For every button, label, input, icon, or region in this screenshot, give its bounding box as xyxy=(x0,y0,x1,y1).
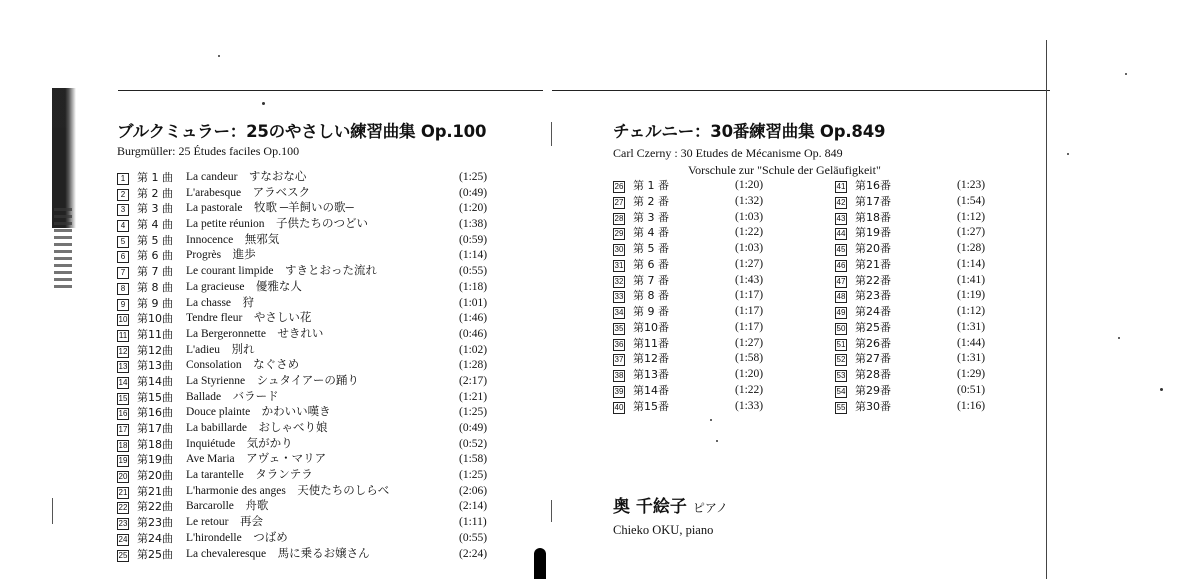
track-number-box: 16 xyxy=(118,409,128,419)
czerny-subtitle: Carl Czerny : 30 Etudes de Mécanisme Op. 849 xyxy=(613,146,843,160)
track-number-box: 40 xyxy=(614,402,624,412)
track-ordinal: 第 3 曲 xyxy=(137,202,173,216)
speck xyxy=(218,55,220,57)
track-duration: (1:31) xyxy=(957,352,986,365)
track-ordinal: 第25曲 xyxy=(137,547,173,561)
track-number-box: 13 xyxy=(118,362,128,372)
track-number-box: 33 xyxy=(614,292,624,302)
track-ordinal: 第 4 曲 xyxy=(137,218,173,232)
speck xyxy=(1125,73,1127,75)
track-row xyxy=(117,499,497,515)
scan-edge-artifact xyxy=(52,88,76,228)
track-title: L'adieu 別れ xyxy=(186,343,255,356)
track-title: Ave Maria アヴェ・マリア xyxy=(186,453,327,466)
track-duration: (2:24) xyxy=(459,547,488,560)
track-ordinal: 第20曲 xyxy=(137,469,173,483)
burgmuller-section xyxy=(117,118,497,562)
track-duration: (1:11) xyxy=(459,516,487,529)
performer-role-jp: ピアノ xyxy=(692,501,728,515)
track-duration: (1:14) xyxy=(957,257,986,270)
track-duration: (1:17) xyxy=(735,320,764,333)
track-ordinal: 第10曲 xyxy=(137,312,173,326)
track-number-box: 37 xyxy=(614,355,624,365)
track-row xyxy=(117,547,497,563)
track-number-box: 3 xyxy=(117,204,129,216)
track-ordinal: 第 5 番 xyxy=(633,242,669,255)
track-number-box: 6 xyxy=(117,251,129,263)
track-ordinal: 第25番 xyxy=(855,320,891,334)
track-duration: (1:19) xyxy=(957,289,986,302)
track-duration: (0:59) xyxy=(459,233,488,246)
track-duration: (1:41) xyxy=(957,273,986,286)
track-ordinal: 第 8 番 xyxy=(633,289,669,303)
track-duration: (1:16) xyxy=(957,399,986,412)
track-row xyxy=(117,452,497,468)
track-number-box: 34 xyxy=(614,308,624,317)
track-ordinal: 第 6 番 xyxy=(633,257,669,271)
track-duration: (1:31) xyxy=(957,320,986,333)
track-duration: (1:27) xyxy=(735,336,764,349)
track-number-box: 45 xyxy=(836,245,846,254)
track-number-box: 14 xyxy=(118,377,128,387)
track-duration: (1:28) xyxy=(459,359,488,372)
track-duration: (0:51) xyxy=(957,383,986,396)
track-number-box: 26 xyxy=(614,182,624,191)
track-ordinal: 第24曲 xyxy=(137,531,173,545)
track-ordinal: 第18番 xyxy=(855,210,891,224)
track-number-box: 27 xyxy=(614,197,624,207)
track-ordinal: 第14曲 xyxy=(137,374,173,388)
track-number-box: 15 xyxy=(118,393,128,403)
margin-mark xyxy=(52,498,53,524)
track-ordinal: 第13曲 xyxy=(137,359,173,373)
track-duration: (1:22) xyxy=(735,383,764,396)
track-row xyxy=(117,343,497,359)
track-duration: (1:54) xyxy=(957,194,986,207)
track-duration: (1:44) xyxy=(957,336,986,349)
track-ordinal: 第23番 xyxy=(855,289,891,303)
track-row xyxy=(117,248,497,264)
track-duration: (0:55) xyxy=(459,531,488,544)
track-ordinal: 第 6 曲 xyxy=(137,249,173,263)
track-row xyxy=(117,186,497,202)
track-duration: (1:21) xyxy=(459,390,488,403)
track-number-box: 49 xyxy=(836,308,846,317)
track-row xyxy=(117,390,497,406)
track-duration: (2:17) xyxy=(459,374,488,387)
track-duration: (1:27) xyxy=(735,257,764,270)
track-number-box: 52 xyxy=(836,355,846,365)
track-number-box: 35 xyxy=(614,323,624,333)
track-row xyxy=(117,358,497,374)
track-duration: (1:43) xyxy=(735,273,764,286)
track-ordinal: 第11番 xyxy=(633,336,669,350)
track-ordinal: 第26番 xyxy=(855,336,891,350)
track-duration: (1:22) xyxy=(735,226,764,239)
track-duration: (1:12) xyxy=(957,210,986,223)
track-title: La chasse 狩 xyxy=(186,296,255,309)
track-ordinal: 第 3 番 xyxy=(633,210,669,224)
czerny-section xyxy=(613,118,1033,413)
track-ordinal: 第21番 xyxy=(855,257,891,271)
track-duration: (1:29) xyxy=(957,368,986,380)
track-ordinal: 第15番 xyxy=(633,399,669,413)
track-ordinal: 第18曲 xyxy=(137,437,173,451)
track-ordinal: 第11曲 xyxy=(137,327,173,341)
track-ordinal: 第 7 番 xyxy=(633,273,669,287)
track-title: Tendre fleur やさしい花 xyxy=(186,312,312,325)
track-row xyxy=(117,296,497,312)
track-number-box: 4 xyxy=(117,220,129,232)
track-number-box: 32 xyxy=(614,276,624,286)
track-title: L'hirondelle つばめ xyxy=(186,531,288,544)
track-number-box: 46 xyxy=(836,260,846,270)
track-row xyxy=(117,264,497,280)
track-row xyxy=(117,217,497,233)
track-number-box: 8 xyxy=(117,283,129,295)
speck xyxy=(716,440,718,442)
track-duration: (1:33) xyxy=(735,399,764,412)
track-duration: (1:01) xyxy=(459,296,488,309)
track-number-box: 25 xyxy=(118,550,128,560)
performer-name-en: Chieko OKU, piano xyxy=(613,523,714,537)
performer-credit xyxy=(613,492,728,538)
track-ordinal: 第16曲 xyxy=(137,406,173,420)
track-number-box: 10 xyxy=(118,315,128,325)
track-duration: (1:17) xyxy=(735,305,764,317)
track-title: Douce plainte かわいい嘆き xyxy=(186,406,331,419)
speck xyxy=(1067,153,1069,155)
track-number-box: 21 xyxy=(118,487,128,497)
track-ordinal: 第16番 xyxy=(855,179,891,192)
track-ordinal: 第 5 曲 xyxy=(137,233,173,247)
track-ordinal: 第 8 曲 xyxy=(137,280,173,294)
track-title: La candeur すなおな心 xyxy=(186,171,307,183)
track-title: Le retour 再会 xyxy=(186,516,263,529)
track-ordinal: 第22番 xyxy=(855,273,891,287)
track-number-box: 54 xyxy=(836,386,846,396)
track-duration: (1:23) xyxy=(957,179,986,191)
track-row xyxy=(117,233,497,249)
track-duration: (1:38) xyxy=(459,218,488,231)
track-duration: (2:14) xyxy=(459,500,488,513)
track-ordinal: 第14番 xyxy=(633,383,669,397)
track-number-box: 53 xyxy=(836,371,846,380)
track-title: Innocence 無邪気 xyxy=(186,233,280,246)
track-ordinal: 第 1 番 xyxy=(633,179,669,192)
top-rule-right xyxy=(552,90,1050,91)
track-number-box: 18 xyxy=(118,440,128,450)
spine-blot xyxy=(534,548,546,579)
track-duration: (1:18) xyxy=(459,280,488,293)
track-row xyxy=(117,437,497,453)
track-ordinal: 第 2 番 xyxy=(633,194,669,208)
track-title: La chevaleresque 馬に乗るお嬢さん xyxy=(186,547,370,560)
track-number-box: 44 xyxy=(836,229,846,239)
track-ordinal: 第13番 xyxy=(633,368,669,381)
track-number-box: 42 xyxy=(836,197,846,207)
track-ordinal: 第 4 番 xyxy=(633,226,669,240)
track-row xyxy=(117,468,497,484)
track-duration: (1:25) xyxy=(459,469,488,482)
track-duration: (1:25) xyxy=(459,406,488,419)
track-number-box: 28 xyxy=(614,213,624,223)
track-title: Le courant limpide すきとおった流れ xyxy=(186,265,377,278)
track-number-box: 43 xyxy=(836,213,846,223)
track-title: L'arabesque アラベスク xyxy=(186,186,311,199)
track-number-box: 24 xyxy=(118,534,128,544)
track-ordinal: 第23曲 xyxy=(137,516,173,530)
track-duration: (1:25) xyxy=(459,171,488,183)
track-title: Progrès 進歩 xyxy=(186,249,256,262)
track-title: Ballade バラード xyxy=(186,390,279,403)
track-duration: (1:32) xyxy=(735,194,764,207)
track-ordinal: 第 9 曲 xyxy=(137,296,173,310)
track-ordinal: 第17曲 xyxy=(137,422,173,435)
track-ordinal: 第12番 xyxy=(633,352,669,366)
track-duration: (1:12) xyxy=(957,305,986,317)
track-number-box: 50 xyxy=(836,323,846,333)
track-number-box: 47 xyxy=(836,276,846,286)
track-duration: (1:14) xyxy=(459,249,488,262)
track-duration: (0:55) xyxy=(459,265,488,278)
track-ordinal: 第 1 曲 xyxy=(137,171,173,184)
burgmuller-track-list xyxy=(117,170,497,562)
track-title: La pastorale 牧歌 ─羊飼いの歌─ xyxy=(186,202,354,215)
track-duration: (1:28) xyxy=(957,242,986,254)
track-duration: (0:49) xyxy=(459,186,488,199)
track-number-box: 22 xyxy=(118,503,128,513)
track-number-box: 17 xyxy=(118,425,128,434)
track-title: Barcarolle 舟歌 xyxy=(186,500,269,513)
track-duration: (1:58) xyxy=(459,453,488,466)
track-ordinal: 第27番 xyxy=(855,352,891,366)
track-duration: (1:58) xyxy=(735,352,764,365)
speck xyxy=(710,419,712,421)
track-row xyxy=(117,531,497,547)
track-ordinal: 第 7 曲 xyxy=(137,265,173,279)
track-number-box: 31 xyxy=(614,260,624,270)
track-ordinal: 第22曲 xyxy=(137,500,173,514)
track-number-box: 55 xyxy=(836,402,846,412)
track-duration: (1:20) xyxy=(735,179,764,191)
track-number-box: 9 xyxy=(117,299,129,311)
speck xyxy=(1118,337,1120,339)
burgmuller-title-jp: ブルクミュラー：25のやさしい練習曲集 Op.100 xyxy=(117,122,487,141)
track-number-box: 39 xyxy=(614,386,624,396)
track-duration: (1:03) xyxy=(735,242,764,254)
track-number-box: 11 xyxy=(118,330,128,340)
track-duration: (0:52) xyxy=(459,437,488,450)
track-number-box: 30 xyxy=(614,245,624,254)
track-ordinal: 第29番 xyxy=(855,383,891,397)
spine-mark xyxy=(551,500,552,522)
track-row xyxy=(117,405,497,421)
track-number-box: 36 xyxy=(614,339,624,349)
track-title: La Styrienne シュタイアーの踊り xyxy=(186,374,359,387)
track-ordinal: 第 9 番 xyxy=(633,305,669,318)
track-title: Inquiétude 気がかり xyxy=(186,437,293,450)
right-margin-line xyxy=(1046,40,1047,579)
track-duration: (1:20) xyxy=(735,368,764,380)
track-title: La tarantelle タランテラ xyxy=(186,469,313,482)
track-ordinal: 第24番 xyxy=(855,305,891,318)
czerny-title-jp: チェルニー：30番練習曲集 Op.849 xyxy=(613,122,886,141)
track-row xyxy=(117,280,497,296)
track-number-box: 38 xyxy=(614,371,624,380)
track-duration: (1:27) xyxy=(957,226,986,239)
top-rule-left xyxy=(118,90,543,91)
track-ordinal: 第10番 xyxy=(633,320,669,334)
track-row xyxy=(117,374,497,390)
track-ordinal: 第17番 xyxy=(855,194,891,208)
track-title: La Bergeronnette せきれい xyxy=(186,327,324,340)
performer-name-jp-text: 奥 千絵子 xyxy=(613,497,687,517)
track-row xyxy=(117,201,497,217)
track-duration: (0:49) xyxy=(459,422,488,434)
track-row xyxy=(117,421,497,437)
track-number-box: 51 xyxy=(836,339,846,349)
track-number-box: 7 xyxy=(117,267,129,279)
track-ordinal: 第28番 xyxy=(855,368,891,381)
track-number-box: 20 xyxy=(118,472,128,482)
track-row xyxy=(117,327,497,343)
track-duration: (2:06) xyxy=(459,484,488,497)
track-number-box: 48 xyxy=(836,292,846,302)
track-duration: (1:46) xyxy=(459,312,488,325)
track-ordinal: 第 2 曲 xyxy=(137,186,173,200)
track-title: La gracieuse 優雅な人 xyxy=(186,280,302,293)
track-row xyxy=(117,311,497,327)
track-number-box: 23 xyxy=(118,519,128,529)
spine-mark xyxy=(551,122,552,146)
track-title: La petite réunion 子供たちのつどい xyxy=(186,218,369,231)
track-number-box: 41 xyxy=(836,182,846,191)
track-ordinal: 第30番 xyxy=(855,399,891,413)
track-number-box: 29 xyxy=(614,229,624,239)
performer-name-jp xyxy=(613,492,728,517)
track-number-box: 2 xyxy=(117,189,129,201)
track-ordinal: 第15曲 xyxy=(137,390,173,404)
track-ordinal: 第19曲 xyxy=(137,453,173,467)
track-duration: (1:02) xyxy=(459,343,488,356)
track-row xyxy=(117,170,497,186)
track-number-box: 1 xyxy=(117,173,129,185)
burgmuller-subtitle: Burgmüller: 25 Études faciles Op.100 xyxy=(117,144,300,158)
track-duration: (1:03) xyxy=(735,210,764,223)
track-ordinal: 第12曲 xyxy=(137,343,173,357)
track-duration: (1:20) xyxy=(459,202,488,215)
track-number-box: 5 xyxy=(117,236,129,248)
czerny-subtitle-2: Vorschule zur "Schule der Geläufigkeit" xyxy=(688,163,881,177)
track-row xyxy=(117,515,497,531)
track-ordinal: 第20番 xyxy=(855,242,891,255)
track-row xyxy=(117,484,497,500)
track-number-box: 12 xyxy=(118,346,128,356)
track-number-box: 19 xyxy=(118,456,128,466)
track-ordinal: 第21曲 xyxy=(137,484,173,498)
track-duration: (1:17) xyxy=(735,289,764,302)
track-ordinal: 第19番 xyxy=(855,226,891,240)
speck xyxy=(262,102,265,105)
track-duration: (0:46) xyxy=(459,327,488,340)
track-title: La babillarde おしゃべり娘 xyxy=(186,422,328,434)
track-title: L'harmonie des anges 天使たちのしらべ xyxy=(186,484,390,497)
speck xyxy=(1160,388,1163,391)
track-title: Consolation なぐさめ xyxy=(186,359,300,372)
